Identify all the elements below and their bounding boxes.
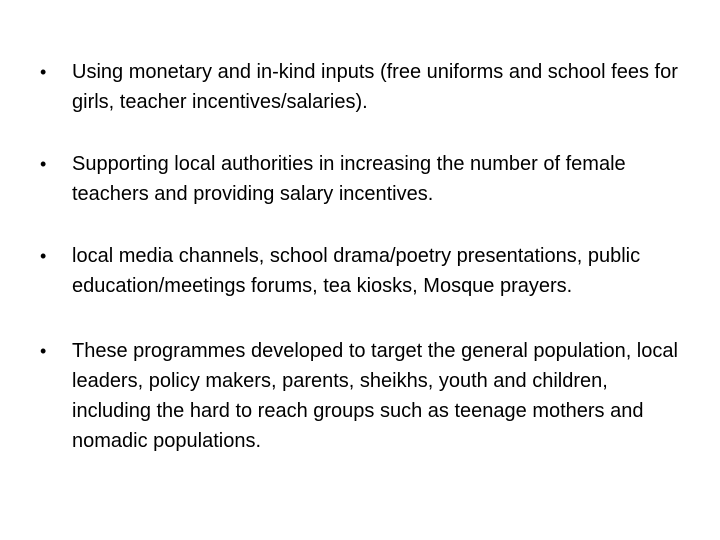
bullet-icon: • — [40, 154, 47, 174]
bullet-item-target-groups — [40, 336, 680, 456]
bullet-icon: • — [40, 341, 47, 361]
bullet-text: local media channels, school drama/poetry presentations, public education/meetings forums, tea kiosks, Mosque prayers. — [72, 245, 641, 297]
bullet-text: Using monetary and in-kind inputs (free uniforms and school fees for girls, teacher incentives/salaries). — [72, 61, 678, 113]
bullet-item-local-authorities — [40, 149, 680, 209]
bullet-icon: • — [40, 62, 47, 82]
bullet-item-monetary-inputs — [40, 57, 680, 117]
bullet-text: Supporting local authorities in increasing the number of female teachers and providing salary incentives. — [72, 153, 626, 205]
bullet-text: These programmes developed to target the general population, local leaders, policy makers, parents, sheikhs, youth and children, including the hard to reach groups such as teenage mothers and nomadic populations. — [72, 340, 678, 452]
bullet-list — [40, 57, 680, 488]
bullet-item-media-channels — [40, 241, 680, 301]
bullet-icon: • — [40, 246, 47, 266]
